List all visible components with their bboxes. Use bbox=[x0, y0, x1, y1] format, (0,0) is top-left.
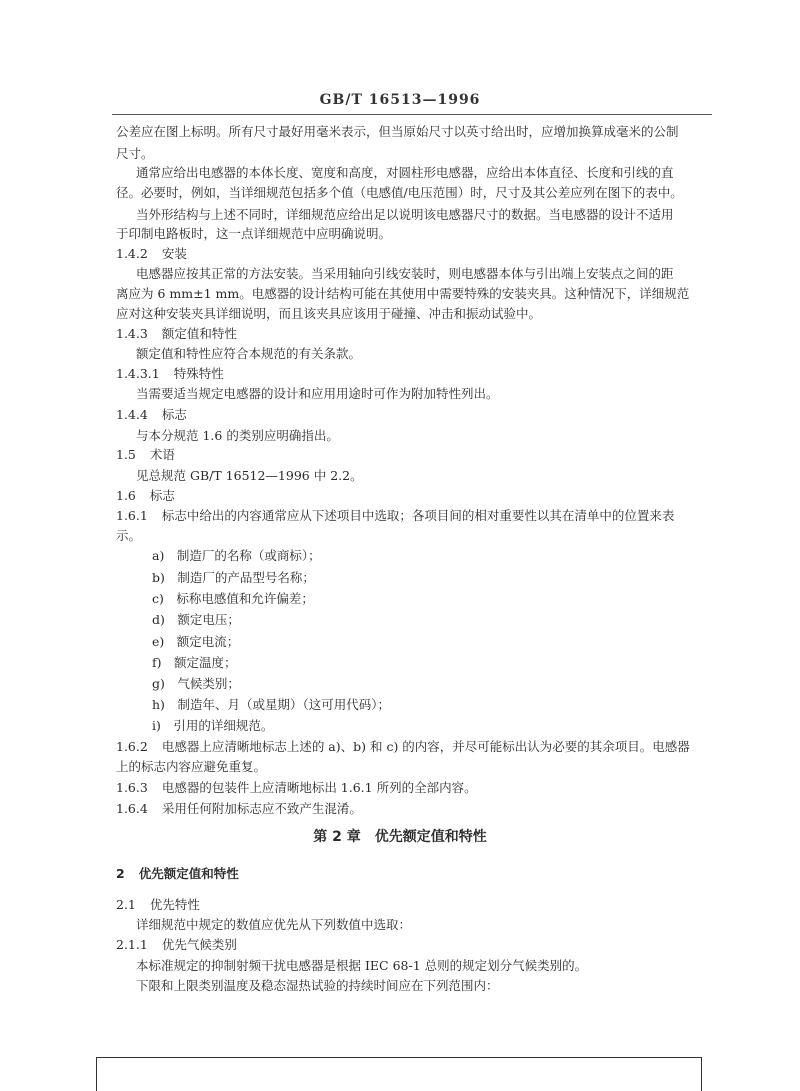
text-line: 示。 bbox=[116, 528, 142, 543]
list-item bbox=[152, 697, 390, 713]
paragraph-text: 电感器的包装件上应清晰地标出 1.6.1 所列的全部内容。 bbox=[161, 780, 477, 795]
section-number: 2 bbox=[116, 866, 125, 881]
list-item bbox=[152, 718, 273, 734]
list-key: i) bbox=[152, 718, 161, 733]
paragraph-text: 电感器上应清晰地标志上述的 a)、b) 和 c) 的内容，并尽可能标出认为必要的其余项目。电感器 bbox=[161, 739, 690, 754]
section-title: 优先气候类别 bbox=[161, 937, 237, 952]
text-line: 于印制电路板时，这一点详细规范中应明确说明。 bbox=[116, 226, 392, 241]
list-key: f) bbox=[152, 655, 162, 670]
text-line: 详细规范中规定的数值应优先从下列数值中选取： bbox=[136, 917, 412, 932]
section-number: 1.6 bbox=[116, 488, 136, 503]
section-heading bbox=[116, 407, 187, 423]
section-title: 安装 bbox=[161, 246, 187, 261]
section-heading bbox=[116, 326, 237, 342]
list-item bbox=[152, 634, 239, 650]
running-header: GB/T 16513—1996 bbox=[319, 92, 481, 108]
section-heading bbox=[116, 937, 237, 953]
section-number: 1.6.4 bbox=[116, 801, 148, 816]
section-heading bbox=[116, 366, 224, 382]
list-text: 制造厂的名称（或商标）； bbox=[176, 548, 321, 563]
table-top-border bbox=[96, 1057, 702, 1058]
text-line: 应对这种安装夹具详细说明，而且该夹具应该用于碰撞、冲击和振动试验中。 bbox=[116, 306, 542, 321]
text-line: 通常应给出电感器的本体长度、宽度和高度，对圆柱形电感器，应给出本体直径、长度和引线的直 bbox=[136, 165, 674, 180]
section-number: 1.4.3 bbox=[116, 326, 148, 341]
list-key: g) bbox=[152, 676, 165, 691]
text-line: 下限和上限类别温度及稳态湿热试验的持续时间应在下列范围内： bbox=[136, 978, 499, 993]
header-rule bbox=[112, 114, 712, 115]
section-title: 优先额定值和特性 bbox=[138, 866, 239, 881]
list-key: e) bbox=[152, 634, 165, 649]
table-right-border bbox=[701, 1057, 702, 1091]
table-left-border bbox=[96, 1057, 97, 1091]
list-item bbox=[152, 612, 240, 628]
text-line bbox=[116, 801, 362, 817]
section-heading bbox=[116, 447, 175, 463]
list-text: 标称电感值和允许偏差； bbox=[176, 591, 314, 606]
text-line: 电感器应按其正常的方法安装。当采用轴向引线安装时，则电感器本体与引出端上安装点之间的距 bbox=[136, 266, 674, 281]
section-title: 特殊特性 bbox=[173, 366, 224, 381]
list-item bbox=[152, 655, 237, 671]
text-line: 径。必要时，例如，当详细规范包括多个值（电感值/电压范围）时，尺寸及其公差应列在图下的表中。 bbox=[116, 185, 683, 200]
section-heading bbox=[116, 246, 187, 262]
text-line: 本标准规定的抑制射频干扰电感器是根据 IEC 68-1 总则的规定划分气候类别的。 bbox=[136, 958, 588, 973]
section-title: 标志 bbox=[161, 407, 187, 422]
paragraph-text: 采用任何附加标志应不致产生混淆。 bbox=[161, 801, 362, 816]
text-line: 上的标志内容应避免重复。 bbox=[116, 759, 267, 774]
section-title: 额定值和特性 bbox=[161, 326, 237, 341]
text-line bbox=[116, 780, 477, 796]
section-number: 1.4.4 bbox=[116, 407, 148, 422]
list-key: b) bbox=[152, 570, 165, 585]
text-line: 当需要适当规定电感器的设计和应用用途时可作为附加特性列出。 bbox=[136, 386, 499, 401]
list-text: 制造厂的产品型号名称； bbox=[177, 570, 315, 585]
list-item bbox=[152, 548, 321, 564]
text-line bbox=[116, 508, 674, 524]
section-number: 1.4.2 bbox=[116, 246, 148, 261]
section-title: 优先特性 bbox=[149, 897, 200, 912]
list-key: a) bbox=[152, 548, 165, 563]
section-title: 标志 bbox=[149, 488, 175, 503]
list-key: d) bbox=[152, 612, 165, 627]
section-heading bbox=[116, 897, 200, 913]
section-number: 1.4.3.1 bbox=[116, 366, 160, 381]
list-item bbox=[152, 570, 315, 586]
section-number: 2.1 bbox=[116, 897, 136, 912]
text-line bbox=[116, 739, 690, 755]
section-title: 术语 bbox=[149, 447, 175, 462]
list-text: 气候类别； bbox=[177, 676, 240, 691]
list-text: 额定电流； bbox=[176, 634, 240, 649]
list-item bbox=[152, 591, 314, 607]
text-line: 公差应在图上标明。所有尺寸最好用毫米表示，但当原始尺寸以英寸给出时，应增加换算成毫米的公制 bbox=[116, 124, 679, 139]
section-number: 1.6.3 bbox=[116, 780, 148, 795]
chapter-title: 第 2 章 优先额定值和特性 bbox=[313, 829, 487, 845]
list-text: 额定温度； bbox=[174, 655, 237, 670]
list-text: 额定电压； bbox=[177, 612, 240, 627]
section-number: 1.6.1 bbox=[116, 508, 148, 523]
text-line: 与本分规范 1.6 的类别应明确指出。 bbox=[136, 428, 339, 443]
section-heading bbox=[116, 488, 175, 504]
section-number: 1.6.2 bbox=[116, 739, 148, 754]
list-key: h) bbox=[152, 697, 165, 712]
text-line: 额定值和特性应符合本规范的有关条款。 bbox=[136, 346, 362, 361]
text-line: 离应为 6 mm±1 mm。电感器的设计结构可能在其使用中需要特殊的安装夹具。这种情况下，详细规范 bbox=[116, 286, 690, 301]
list-item bbox=[152, 676, 240, 692]
section-heading bbox=[116, 866, 239, 882]
text-line: 见总规范 GB/T 16512—1996 中 2.2。 bbox=[136, 468, 363, 483]
paragraph-text: 标志中给出的内容通常应从下述项目中选取；各项目间的相对重要性以其在清单中的位置来表 bbox=[161, 508, 675, 523]
section-number: 2.1.1 bbox=[116, 937, 148, 952]
list-text: 引用的详细规范。 bbox=[173, 718, 274, 733]
text-line: 尺寸。 bbox=[116, 146, 154, 161]
text-line: 当外形结构与上述不同时，详细规范应给出足以说明该电感器尺寸的数据。当电感器的设计不适用 bbox=[136, 207, 674, 222]
section-number: 1.5 bbox=[116, 447, 136, 462]
list-key: c) bbox=[152, 591, 164, 606]
list-text: 制造年、月（或星期）（这可用代码）； bbox=[177, 697, 390, 712]
